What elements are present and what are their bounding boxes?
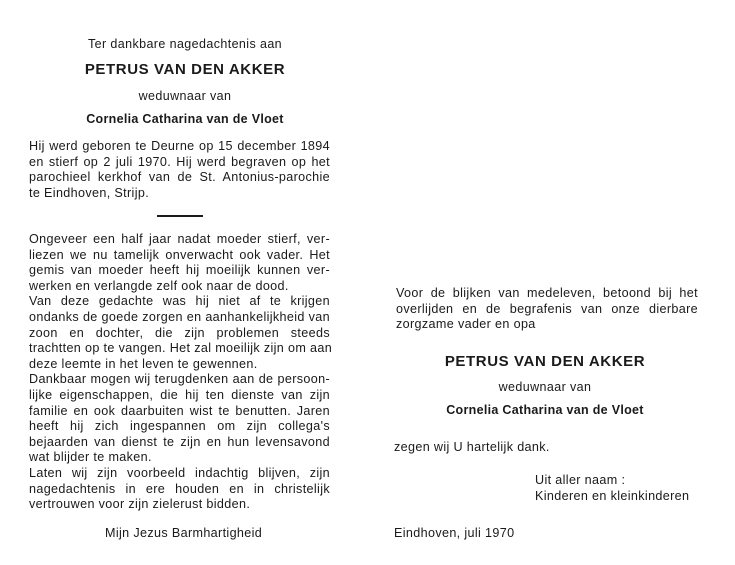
spouse-name: Cornelia Catharina van de Vloet (86, 112, 284, 126)
deceased-name: PETRUS VAN DEN AKKER (444, 353, 646, 370)
memorial-line: nagedachtenis in ere houden en in christelijk (29, 481, 330, 496)
memorial-line: trachtten op te vangen. Het zal moeilijk zijn om aan (29, 341, 333, 356)
memorial-line: Dankbaar mogen wij terugdenken aan de persoon- (29, 372, 330, 387)
memorial-line: gemis van moeder heeft hij moeilijk kunnen ver- (29, 263, 330, 278)
dedication-intro: Ter dankbare nagedachtenis aan (87, 37, 283, 51)
memorial-line: Laten wij zijn voorbeeld indachtig blijven, zijn (29, 465, 330, 480)
place-and-date: Eindhoven, juli 1970 (394, 526, 515, 540)
deceased-name: PETRUS VAN DEN AKKER (84, 61, 286, 78)
memorial-card-front (0, 0, 367, 565)
memorial-card-back (367, 0, 735, 565)
memorial-line: ondanks de goede zorgen en aanhankelijkheid van (29, 309, 330, 324)
memorial-line: bejaarden van dienst te zijn en hun levensavond (29, 434, 330, 449)
bio-line: en stierf op 2 juli 1970. Hij werd begraven op het (29, 154, 330, 169)
memorial-line: deze leemte in het leven te gewennen. (29, 356, 258, 371)
closing-prayer: Mijn Jezus Barmhartigheid (105, 526, 263, 540)
widower-of-label: weduwnaar van (498, 380, 592, 394)
signature: Kinderen en kleinkinderen (535, 489, 690, 503)
memorial-line: zoon en dochter, die zijn problemen steeds (29, 325, 330, 340)
closing-thanks: zegen wij U hartelijk dank. (394, 440, 550, 454)
memorial-line: werken en verlangde zelf ook naar de dood. (29, 278, 289, 293)
thanks-line: Voor de blijken van medeleven, betoond bij het (396, 286, 698, 300)
thanks-line: zorgzame vader en opa (396, 317, 536, 332)
memorial-line: heeft hij zich ingespannen om zijn collega's (29, 419, 330, 434)
spouse-name: Cornelia Catharina van de Vloet (446, 403, 644, 417)
memorial-line: Van deze gedachte was hij niet af te krijgen (29, 294, 330, 309)
section-divider (157, 215, 203, 217)
memorial-line: Ongeveer een half jaar nadat moeder stierf, ver- (29, 232, 330, 246)
memorial-line: liezen we nu tamelijk onverwacht ook vader. Het (29, 247, 330, 262)
thanks-line: overlijden en de begrafenis van onze dierbare (396, 301, 698, 316)
memorial-paragraph (29, 232, 333, 513)
memorial-line: lijke eigenschappen, die hij ten dienste van zijn (29, 387, 330, 402)
bio-line: parochieel kerkhof van de St. Antonius-parochie (29, 170, 330, 185)
bio-line: Hij werd geboren te Deurne op 15 december 1894 (29, 139, 330, 153)
biography-paragraph (29, 139, 330, 201)
memorial-line: familie en ook daarbuiten wist te benutten. Jaren (29, 403, 330, 418)
signature-intro: Uit aller naam : (535, 473, 626, 487)
memorial-line: wat blijder te maken. (29, 450, 152, 465)
bio-line: te Eindhoven, Strijp. (29, 185, 150, 200)
memorial-line: vertrouwen voor zijn zielerust bidden. (29, 497, 251, 512)
thanks-paragraph (396, 286, 698, 333)
widower-of-label: weduwnaar van (138, 89, 232, 103)
